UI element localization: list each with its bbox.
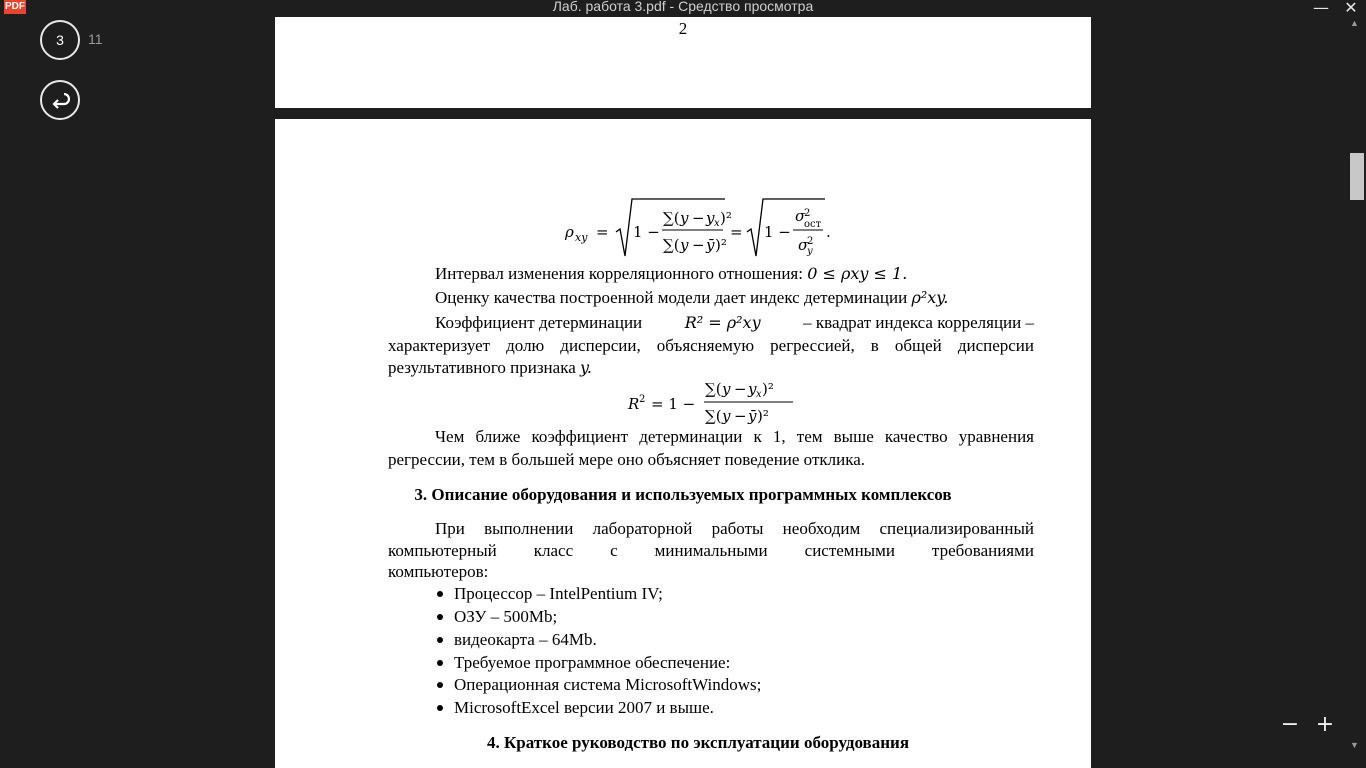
svg-text:−: −	[734, 407, 747, 425]
inline-math: R² = ρ²xy	[684, 313, 761, 332]
svg-text:=: =	[596, 223, 609, 241]
svg-text:ȳ: ȳ	[706, 236, 715, 254]
scroll-down-icon[interactable]: ▼	[1350, 740, 1359, 750]
paragraph-requirements-line2: компьютерный класс с минимальными системными требованиями	[388, 541, 1034, 560]
paragraph-closer-line2: регрессии, тем в большей мере оно объясняет поведение отклика.	[388, 450, 866, 469]
svg-text:1 −: 1 −	[764, 223, 791, 241]
close-button[interactable]: ✕	[1344, 0, 1358, 17]
return-arrow-icon	[50, 90, 70, 110]
svg-text:σ: σ	[798, 236, 809, 254]
bullet-icon	[437, 705, 443, 711]
svg-text:.: .	[826, 223, 831, 241]
inline-math: y.	[580, 358, 592, 377]
list-item: Операционная система MicrosoftWindows;	[454, 675, 762, 694]
svg-text:−: −	[692, 209, 705, 227]
inline-math: ρ²xy.	[911, 288, 949, 307]
svg-text:)²: )²	[720, 209, 732, 227]
zoom-in-button[interactable]: +	[1315, 712, 1335, 737]
section-heading-4: 4. Краткое руководство по эксплуатации оборудования	[486, 733, 910, 752]
svg-text:ρ: ρ	[565, 223, 574, 241]
svg-text:)²: )²	[715, 236, 727, 254]
paragraph-requirements-line1: При выполнении лабораторной работы необходим специализированный	[435, 519, 1034, 538]
section-heading-3: 3. Описание оборудования и используемых программных комплексов	[414, 485, 952, 504]
svg-text:y: y	[722, 407, 731, 425]
svg-text:)²: )²	[762, 380, 774, 398]
svg-text:)²: )²	[757, 407, 769, 425]
paragraph-text: результативного признака	[388, 358, 580, 377]
paragraph-text: Коэффициент детерминации	[435, 313, 643, 332]
bullet-icon	[437, 614, 443, 620]
pdf-app-icon[interactable]: PDF	[5, 1, 25, 12]
svg-text:2: 2	[807, 236, 814, 247]
bullet-icon	[437, 591, 443, 597]
svg-text:y: y	[722, 380, 731, 398]
svg-text:x: x	[714, 218, 720, 229]
svg-text:y: y	[680, 236, 689, 254]
paragraph-closer-line1: Чем ближе коэффициент детерминации к 1, тем выше качество уравнения	[435, 427, 1034, 446]
list-item: Процессор – IntelPentium IV;	[454, 584, 663, 603]
window-title: Лаб. работа 3.pdf - Средство просмотра	[552, 0, 814, 14]
svg-text:−: −	[692, 236, 705, 254]
svg-text:1 −: 1 −	[633, 223, 660, 241]
svg-text:∑(: ∑(	[663, 236, 680, 254]
svg-text:= 1 −: = 1 −	[651, 395, 696, 413]
svg-text:R: R	[628, 395, 640, 413]
determination-coefficient-formula	[625, 375, 805, 431]
svg-text:y: y	[748, 380, 757, 398]
svg-text:∑(: ∑(	[705, 407, 722, 425]
paragraph-interval	[435, 264, 907, 284]
paragraph-requirements-line3: компьютеров:	[388, 562, 489, 581]
paragraph-determination-index	[435, 288, 948, 308]
scroll-up-icon[interactable]: ▲	[1350, 18, 1359, 28]
pdf-page-2	[275, 17, 1091, 108]
paragraph-text: Интервал изменения корреляционного отношения:	[435, 264, 808, 283]
svg-text:−: −	[734, 380, 747, 398]
pdf-page-3	[275, 119, 1091, 768]
bullet-icon	[437, 682, 443, 688]
svg-text:2: 2	[804, 208, 811, 219]
paragraph-text: – квадрат индекса корреляции –	[803, 313, 1034, 332]
total-pages: 11	[88, 31, 103, 47]
minimize-button[interactable]: —	[1313, 0, 1329, 17]
current-page-number: 3	[56, 32, 64, 48]
bullet-icon	[437, 637, 443, 643]
list-item: MicrosoftExcel версии 2007 и выше.	[454, 698, 714, 717]
current-page-indicator[interactable]	[40, 20, 80, 60]
paragraph-text: Оценку качества построенной модели дает индекс детерминации	[435, 288, 912, 307]
svg-text:σ: σ	[795, 207, 806, 225]
paragraph-coefficient-line2: характеризует долю дисперсии, объясняемую регрессией, в общей дисперсии	[388, 336, 1034, 355]
correlation-ratio-formula	[560, 194, 860, 264]
vertical-scrollbar[interactable]	[1348, 17, 1366, 768]
page-number: 2	[678, 19, 688, 38]
list-item: ОЗУ – 500Mb;	[454, 607, 558, 626]
inline-math: 0 ≤ ρxy ≤ 1.	[807, 264, 908, 283]
svg-text:ȳ: ȳ	[748, 407, 757, 425]
zoom-out-button[interactable]: −	[1280, 712, 1300, 737]
title-bar	[0, 0, 1366, 17]
list-item: Требуемое программное обеспечение:	[454, 653, 731, 672]
paragraph-coefficient-line1	[435, 313, 1034, 333]
paragraph-coefficient-line3	[388, 358, 592, 378]
list-item: видеокарта – 64Mb.	[454, 630, 597, 649]
svg-text:ост: ост	[804, 219, 822, 230]
svg-text:y: y	[680, 209, 689, 227]
svg-text:xy: xy	[575, 231, 588, 244]
svg-text:∑(: ∑(	[663, 209, 680, 227]
back-button[interactable]	[40, 80, 80, 120]
svg-text:2: 2	[639, 394, 646, 405]
svg-text:y: y	[706, 209, 715, 227]
svg-text:y: y	[807, 246, 813, 257]
svg-text:∑(: ∑(	[705, 380, 722, 398]
bullet-icon	[437, 660, 443, 666]
svg-text:x: x	[756, 389, 762, 400]
svg-text:=: =	[730, 223, 743, 241]
scrollbar-thumb[interactable]	[1350, 153, 1364, 200]
